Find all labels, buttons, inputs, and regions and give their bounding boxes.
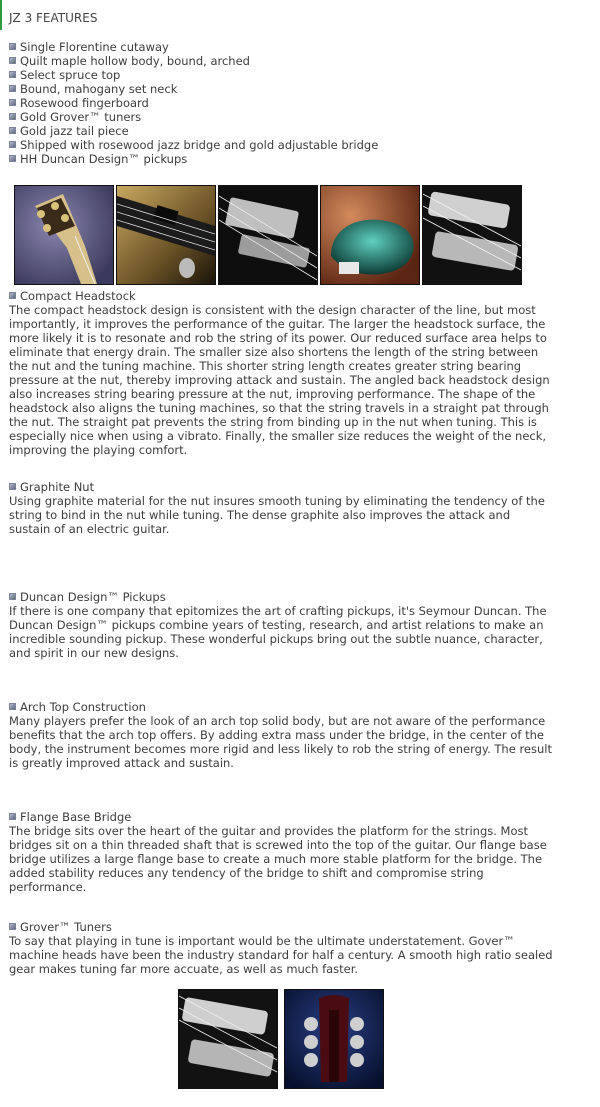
bullet-icon <box>9 923 16 930</box>
bullet-icon <box>9 813 16 820</box>
section-text: Using graphite material for the nut insures smooth tuning by eliminating the tendency of the string to bind in the nut while tuning. The dense graphite also improves the attack and sustain of an electric guitar. <box>9 494 545 536</box>
feature-thumbnails <box>14 185 522 285</box>
headstock-photo <box>14 185 114 285</box>
bullet-icon <box>9 483 16 490</box>
arch-top-photo <box>320 185 420 285</box>
section-compact-headstock <box>9 289 554 457</box>
bullet-icon <box>9 141 16 148</box>
bullet-icon <box>9 57 16 64</box>
feature-list <box>9 40 378 166</box>
section-title: Grover™ Tuners <box>20 920 112 934</box>
bullet-icon <box>9 71 16 78</box>
bullet-icon <box>9 99 16 106</box>
section-text: To say that playing in tune is important would be the ultimate understatement. Gover™ machine heads have been the industry standard for half a century. A smooth high ratio sealed gear makes tuning far more accuate, as well as much faster. <box>9 934 553 976</box>
bullet-icon <box>9 703 16 710</box>
section-title: Arch Top Construction <box>20 700 146 714</box>
feature-item: Shipped with rosewood jazz bridge and gold adjustable bridge <box>9 138 378 152</box>
section-grover-tuners <box>9 920 554 976</box>
tuners-photo <box>284 989 384 1089</box>
section-text: The bridge sits over the heart of the guitar and provides the platform for the strings. Most bridges sit on a thin threaded shaft that is screwed into the top of the guitar. Our flange base bridge utilizes a large flange base to create a much more stable platform for the bridge. The added stability reduces any tendency of the bridge to shift and compromise string performance. <box>9 824 547 894</box>
section-duncan-pickups <box>9 590 554 660</box>
bullet-icon <box>9 593 16 600</box>
bridge-closeup-photo <box>178 989 278 1089</box>
feature-item: Single Florentine cutaway <box>9 40 378 54</box>
section-text: The compact headstock design is consistent with the design character of the line, but most importantly, it improves the performance of the guitar. The larger the headstock surface, the more likely it is to resonate and rob the string of its power. Our reduced surface area helps to eliminate that energy drain. The smaller size also shortens the length of the string between the nut and the tuning machine. This shorter string length creates greater string bearing pressure at the nut, thereby improving attack and sustain. The angled back headstock design also increases string bearing pressure at the nut, improving performance. The shape of the headstock also aligns the tuning machines, so that the string travels in a straight pat through the nut. The straight pat prevents the string from binding up in the nut when tuning. This is especially nice when using a vibrato. Finally, the smaller size reduces the weight of the neck, improving the playing comfort. <box>9 303 550 457</box>
section-title: Flange Base Bridge <box>20 810 132 824</box>
section-text: If there is one company that epitomizes the art of crafting pickups, it's Seymour Duncan. The Duncan Design™ pickups combine years of testing, research, and artist relations to make an incredible sounding pickup. These wonderful pickups bring out the subtle nuance, character, and spirit in our new designs. <box>9 604 547 660</box>
section-title: Compact Headstock <box>20 289 136 303</box>
left-edge-accent <box>0 0 2 30</box>
section-title: Graphite Nut <box>20 480 95 494</box>
graphite-nut-photo <box>116 185 216 285</box>
section-flange-bridge <box>9 810 554 894</box>
bottom-thumbnails <box>178 989 384 1089</box>
bullet-icon <box>9 43 16 50</box>
feature-item: HH Duncan Design™ pickups <box>9 152 378 166</box>
section-title: Duncan Design™ Pickups <box>20 590 166 604</box>
section-arch-top <box>9 700 554 770</box>
feature-item: Quilt maple hollow body, bound, arched <box>9 54 378 68</box>
section-text: Many players prefer the look of an arch top solid body, but are not aware of the performance benefits that the arch top offers. By adding extra mass under the bridge, in the center of the body, the instrument becomes more rigid and less likely to rob the string of energy. The result is greatly improved attack and sustain. <box>9 714 552 770</box>
page-title: JZ 3 FEATURES <box>9 11 98 25</box>
feature-item: Select spruce top <box>9 68 378 82</box>
bullet-icon <box>9 113 16 120</box>
section-graphite-nut <box>9 480 554 536</box>
bullet-icon <box>9 85 16 92</box>
bridge-photo <box>422 185 522 285</box>
pickups-photo <box>218 185 318 285</box>
feature-item: Bound, mahogany set neck <box>9 82 378 96</box>
bullet-icon <box>9 292 16 299</box>
feature-item: Gold jazz tail piece <box>9 124 378 138</box>
feature-item: Rosewood fingerboard <box>9 96 378 110</box>
bullet-icon <box>9 127 16 134</box>
bullet-icon <box>9 155 16 162</box>
feature-item: Gold Grover™ tuners <box>9 110 378 124</box>
